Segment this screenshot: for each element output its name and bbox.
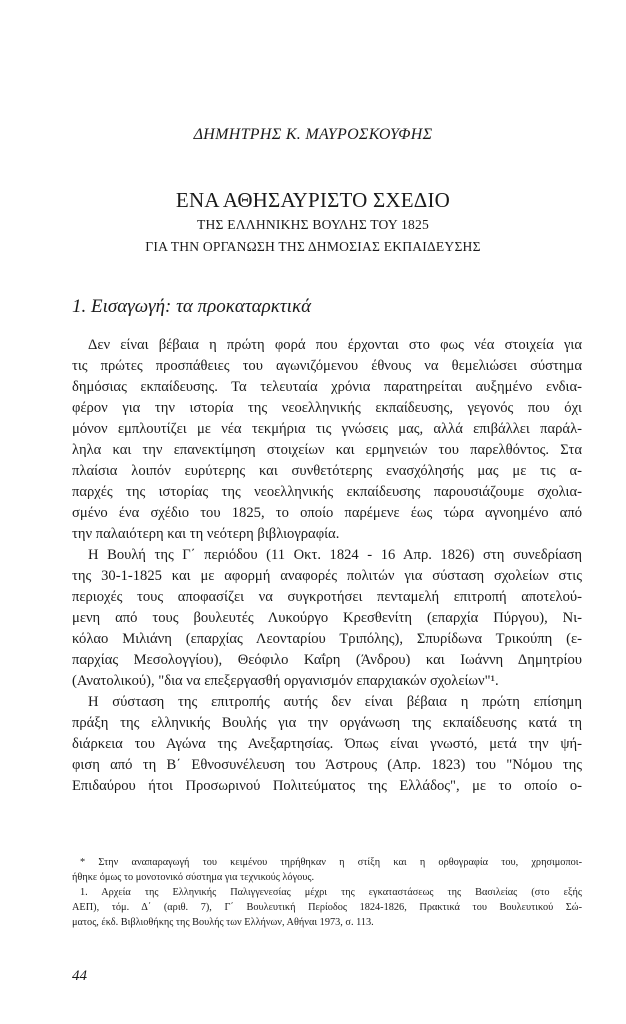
- footnote-line: ήθηκε όμως το μονοτονικό σύστημα για τεχνικούς λόγους.: [72, 872, 315, 883]
- body-line: φιση από τη Β΄ Εθνοσυνέλευση του Άστρους (Απρ. 1823) του "Νόμου της: [72, 757, 582, 773]
- body-line: δημόσιας εκπαίδευσης. Τα τελευταία χρόνια παρατηρείται αυξημένο ενδια-: [72, 379, 582, 395]
- page-number: 44: [72, 968, 87, 984]
- body-line: ληλα και την επανεκτίμηση στοιχείων και ερμηνειών του παρελθόντος. Στα: [72, 442, 582, 458]
- section-heading: 1. Εισαγωγή: τα προκαταρκτικά: [72, 296, 312, 317]
- body-line: πράξη της ελληνικής Βουλής για την οργάνωση της εκπαίδευσης κατά τη: [72, 715, 582, 731]
- article-subtitle-line-2: ΓΙΑ ΤΗΝ ΟΡΓΑΝΩΣΗ ΤΗΣ ΔΗΜΟΣΙΑΣ ΕΚΠΑΙΔΕΥΣΗΣ: [145, 239, 481, 254]
- body-line: διάρκεια του Αγώνα της Ανεξαρτησίας. Όπως είναι γνωστό, μετά την ψή-: [72, 736, 582, 752]
- article-subtitle-line-1: ΤΗΣ ΕΛΛΗΝΙΚΗΣ ΒΟΥΛΗΣ ΤΟΥ 1825: [197, 217, 429, 232]
- body-line: κόλαο Μιλιάνη (επαρχίας Λεονταρίου Τριπόλης), Σπυρίδωνα Τρικούπη (ε-: [72, 631, 582, 647]
- body-line: Δεν είναι βέβαια η πρώτη φορά που έρχονται στο φως νέα στοιχεία για: [88, 337, 582, 353]
- body-line: σμένο ένα σχέδιο του 1825, το οποίο παρέμενε έως τώρα αγνοημένο από: [72, 505, 582, 521]
- article-title: ΕΝΑ ΑΘΗΣΑΥΡΙΣΤΟ ΣΧΕΔΙΟ: [175, 188, 451, 212]
- body-line: μόνον εμπλουτίζει με νέα τεκμήρια τις γνώσεις μας, αλλά επιβάλλει παράλ-: [72, 421, 582, 437]
- body-line: φέρον για την ιστορία της νεοελληνικής εκπαίδευσης, γεγονός που όχι: [72, 400, 582, 416]
- body-line: μενη από τους βουλευτές Λυκούργο Κρεσθενίτη (επαρχία Πύργου), Νι-: [72, 610, 582, 626]
- body-line: Η Βουλή της Γ΄ περιόδου (11 Οκτ. 1824 - 16 Απρ. 1826) στη συνεδρίαση: [88, 547, 582, 563]
- body-line: Επιδαύρου ήτοι Προσωρινού Πολιτεύματος της Ελλάδος", με το οποίο ο-: [72, 778, 582, 794]
- body-line: (Ανατολικού), "δια να επεξεργασθή οργανισμόν επαρχιακών σχολείων"¹.: [72, 673, 499, 689]
- body-line: παρχίας Μεσολογγίου), Θεόφιλο Καΐρη (Άνδρου) και Ιωάννη Δημητρίου: [72, 652, 582, 668]
- body-line: περιοχές τους αποφασίζει να συγκροτήσει πενταμελή επιτροπή αποτελού-: [72, 589, 582, 605]
- author-name: ΔΗΜΗΤΡΗΣ Κ. ΜΑΥΡΟΣΚΟΥΦΗΣ: [193, 126, 433, 143]
- body-line: Η σύσταση της επιτροπής αυτής δεν είναι βέβαια η πρώτη επίσημη: [88, 694, 582, 710]
- body-line: παρχές της ιστορίας της νεοελληνικής εκπαίδευσης παρουσιάζουμε σχολια-: [72, 484, 582, 500]
- body-line: πλαίσια λοιπόν ευρύτερης και συνθετότερης ενασχόλησής μας με τις α-: [72, 463, 582, 479]
- footnote-line: 1. Αρχεία της Ελληνικής Παλιγγενεσίας μέχρι της εγκαταστάσεως της Βασιλείας (στο εξής: [80, 887, 582, 898]
- body-line: την παλαιότερη και τη νεότερη βιβλιογραφία.: [72, 526, 340, 542]
- body-line: της 30-1-1825 και με αφορμή αναφορές πολιτών για σύσταση σχολείων στις: [72, 568, 582, 584]
- footnote-line: * Στην αναπαραγωγή του κειμένου τηρήθηκαν η στίξη και η ορθογραφία του, χρησιμοποι-: [80, 857, 582, 868]
- body-line: τις πρώτες προσπάθειες του αγωνιζόμενου έθνους να θεμελιώσει σύστημα: [72, 358, 582, 374]
- footnote-line: ματος, έκδ. Βιβλιοθήκης της Βουλής των Ελλήνων, Αθήναι 1973, σ. 113.: [72, 917, 374, 928]
- footnote-line: ΑΕΠ), τόμ. Δ΄ (αριθ. 7), Γ΄ Βουλευτική Περίοδος 1824-1826, Πρακτικά του Βουλευτικού Σώ-: [72, 902, 582, 913]
